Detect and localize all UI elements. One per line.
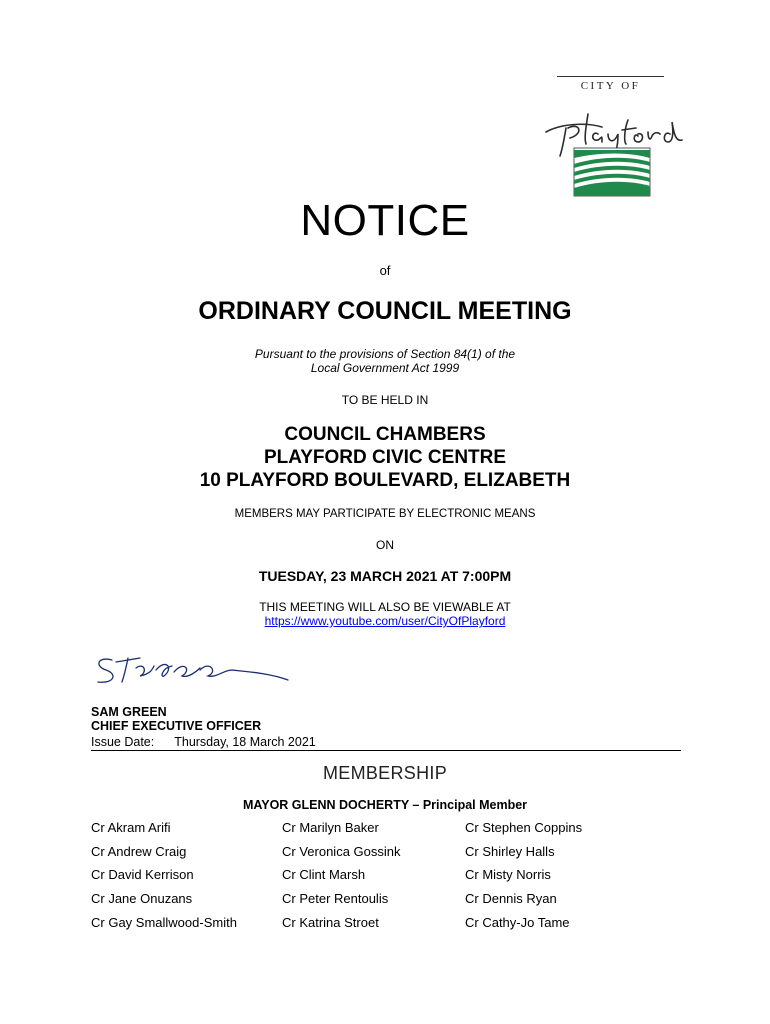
member-name: Cr Akram Arifi	[91, 820, 171, 835]
pursuant-line-1: Pursuant to the provisions of Section 84(1) of the	[254, 347, 516, 361]
ceo-signature	[92, 650, 292, 694]
member-name: Cr Peter Rentoulis	[282, 891, 389, 906]
logo-city-of-text: CITY OF	[580, 80, 641, 92]
member-name: Cr Veronica Gossink	[282, 844, 401, 859]
city-of-playford-logo	[540, 72, 690, 197]
pursuant-line-2: Local Government Act 1999	[310, 361, 460, 375]
venue-line-3: 10 PLAYFORD BOULEVARD, ELIZABETH	[199, 470, 571, 491]
member-name: Cr Cathy-Jo Tame	[465, 915, 570, 930]
meeting-date-time: TUESDAY, 23 MARCH 2021 AT 7:00PM	[258, 568, 512, 584]
member-name: Cr Andrew Craig	[91, 844, 187, 859]
member-name: Cr Clint Marsh	[282, 867, 366, 882]
membership-heading: MEMBERSHIP	[322, 763, 448, 783]
held-in-text: TO BE HELD IN	[341, 393, 429, 407]
signer-title: CHIEF EXECUTIVE OFFICER	[91, 719, 262, 733]
member-name: Cr Dennis Ryan	[465, 891, 557, 906]
member-name: Cr Misty Norris	[465, 867, 551, 882]
signer-name: SAM GREEN	[91, 705, 167, 719]
venue-line-1: COUNCIL CHAMBERS	[284, 424, 486, 445]
member-name: Cr Gay Smallwood-Smith	[91, 915, 237, 930]
youtube-link[interactable]: https://www.youtube.com/user/CityOfPlayford	[264, 614, 506, 628]
electronic-participation-note: MEMBERS MAY PARTICIPATE BY ELECTRONIC MEANS	[234, 508, 536, 520]
of-text: of	[379, 263, 391, 278]
member-name: Cr Jane Onuzans	[91, 891, 193, 906]
principal-member: MAYOR GLENN DOCHERTY – Principal Member	[242, 798, 528, 812]
divider	[91, 750, 681, 751]
issue-date-value: Thursday, 18 March 2021	[174, 735, 316, 749]
viewable-note: THIS MEETING WILL ALSO BE VIEWABLE AT	[259, 600, 511, 614]
member-name: Cr Stephen Coppins	[465, 820, 583, 835]
meeting-type-heading: ORDINARY COUNCIL MEETING	[198, 297, 572, 325]
issue-date-label: Issue Date:	[91, 735, 155, 749]
member-name: Cr David Kerrison	[91, 867, 194, 882]
on-text: ON	[376, 538, 394, 552]
member-name: Cr Marilyn Baker	[282, 820, 379, 835]
venue-line-2: PLAYFORD CIVIC CENTRE	[263, 447, 507, 468]
issue-date-row	[91, 735, 316, 749]
member-name: Cr Shirley Halls	[465, 844, 555, 859]
notice-title: NOTICE	[300, 196, 470, 245]
member-name: Cr Katrina Stroet	[282, 915, 379, 930]
